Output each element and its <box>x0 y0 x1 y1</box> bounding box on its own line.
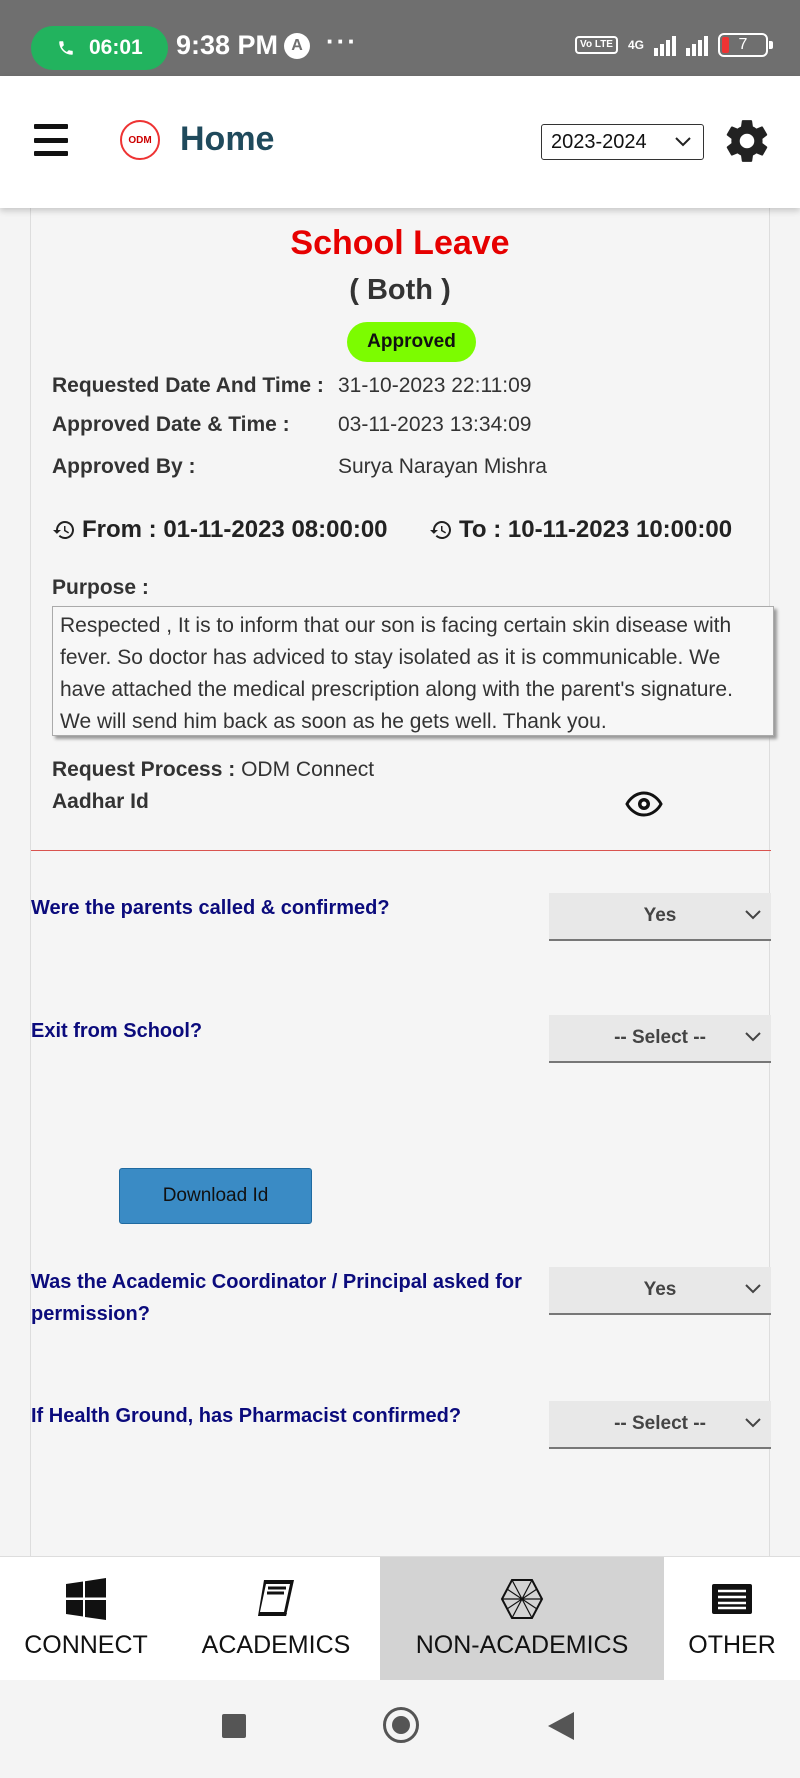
nav-connect[interactable] <box>0 1557 172 1681</box>
parents-called-select[interactable] <box>549 893 771 941</box>
nav-academics-label: ACADEMICS <box>201 1631 351 1659</box>
chevron-down-icon <box>743 907 763 923</box>
divider <box>31 850 771 851</box>
academic-year-value: 2023-2024 <box>551 130 647 153</box>
to-text: To : 10-11-2023 10:00:00 <box>459 516 733 543</box>
history-icon <box>429 518 453 542</box>
academic-year-select[interactable] <box>541 124 704 160</box>
chevron-down-icon <box>743 1281 763 1297</box>
recents-icon[interactable] <box>222 1714 246 1738</box>
approved-label: Approved Date & Time : <box>52 413 290 436</box>
hexagon-icon <box>500 1577 544 1621</box>
battery-icon <box>718 33 768 57</box>
nav-non-academics-label: NON-ACADEMICS <box>415 1631 629 1659</box>
question-pharmacist-confirmed: If Health Ground, has Pharmacist confirmed? <box>31 1405 462 1427</box>
exit-from-school-value: -- Select -- <box>614 1027 706 1048</box>
volte-icon: Vo LTE <box>575 36 618 54</box>
app-header <box>0 76 800 208</box>
pharmacist-confirmed-select[interactable] <box>549 1401 771 1449</box>
to-datetime <box>429 516 732 544</box>
status-icons <box>575 33 768 57</box>
windows-icon <box>64 1577 108 1621</box>
leave-title: School Leave <box>290 224 510 262</box>
request-process-value: ODM Connect <box>241 758 375 781</box>
request-process-label: Request Process : <box>52 758 236 781</box>
status-bar <box>0 0 800 76</box>
bottom-navigation <box>0 1556 800 1680</box>
exit-from-school-select[interactable] <box>549 1015 771 1063</box>
nav-connect-label: CONNECT <box>24 1631 148 1659</box>
back-icon[interactable] <box>548 1712 574 1740</box>
status-badge: Approved <box>347 322 476 362</box>
from-text: From : 01-11-2023 08:00:00 <box>82 516 388 543</box>
question-parents-called: Were the parents called & confirmed? <box>31 897 390 919</box>
nav-non-academics[interactable] <box>380 1557 664 1681</box>
chevron-down-icon <box>673 131 693 151</box>
clock: 9:38 PM <box>176 30 279 60</box>
aadhar-label: Aadhar Id <box>52 790 149 813</box>
battery-level: 7 <box>738 36 748 53</box>
ongoing-call-pill[interactable] <box>31 26 168 70</box>
chevron-down-icon <box>743 1029 763 1045</box>
phone-icon <box>57 39 75 57</box>
navigation-app-icon: A <box>284 33 310 59</box>
download-id-button[interactable]: Download Id <box>119 1168 312 1224</box>
approved-row <box>52 413 532 437</box>
coordinator-permission-select[interactable] <box>549 1267 771 1315</box>
requested-value: 31-10-2023 22:11:09 <box>338 374 532 397</box>
leave-details-card <box>30 208 770 1556</box>
approved-by-row <box>52 455 547 479</box>
network-type: 4G <box>627 38 644 52</box>
chevron-down-icon <box>743 1415 763 1431</box>
requested-label: Requested Date And Time : <box>52 374 324 397</box>
pharmacist-confirmed-value: -- Select -- <box>614 1413 706 1434</box>
coordinator-permission-value: Yes <box>643 1279 677 1300</box>
home-icon[interactable] <box>383 1707 419 1743</box>
question-exit-from-school: Exit from School? <box>31 1020 203 1042</box>
purpose-label: Purpose : <box>52 576 149 599</box>
list-icon <box>710 1577 754 1621</box>
menu-icon[interactable] <box>34 124 68 156</box>
question-coordinator-permission: Was the Academic Coordinator / Principal asked for permission? <box>31 1271 522 1325</box>
approved-by-label: Approved By : <box>52 455 196 478</box>
school-logo: ODM <box>120 120 160 160</box>
request-process-row <box>52 758 374 782</box>
requested-row <box>52 374 532 398</box>
signal-icon <box>654 34 676 56</box>
signal-icon-2 <box>686 34 708 56</box>
leave-type: ( Both ) <box>349 274 451 306</box>
purpose-text: Respected , It is to inform that our son is facing certain skin disease with fever. So doctor has adviced to stay isolated as it is communicable. We have attached the medical prescription along with the parent's signature. We will send him back as soon as he gets well. Thank you. <box>52 606 774 736</box>
parents-called-value: Yes <box>643 905 677 926</box>
from-datetime <box>52 516 388 544</box>
system-navigation-bar <box>0 1680 800 1778</box>
approved-by-value: Surya Narayan Mishra <box>338 455 547 478</box>
gear-icon[interactable] <box>722 116 772 166</box>
eye-icon[interactable] <box>625 791 663 817</box>
more-notifications-icon: ··· <box>326 26 358 56</box>
history-icon <box>52 518 76 542</box>
book-icon <box>254 1577 298 1621</box>
page-title: Home <box>180 120 275 158</box>
nav-academics[interactable] <box>172 1557 380 1681</box>
aadhar-row <box>52 790 149 814</box>
nav-other-label: OTHER <box>688 1631 776 1659</box>
nav-other[interactable] <box>664 1557 800 1681</box>
approved-value: 03-11-2023 13:34:09 <box>338 413 532 436</box>
call-timer: 06:01 <box>89 36 143 59</box>
